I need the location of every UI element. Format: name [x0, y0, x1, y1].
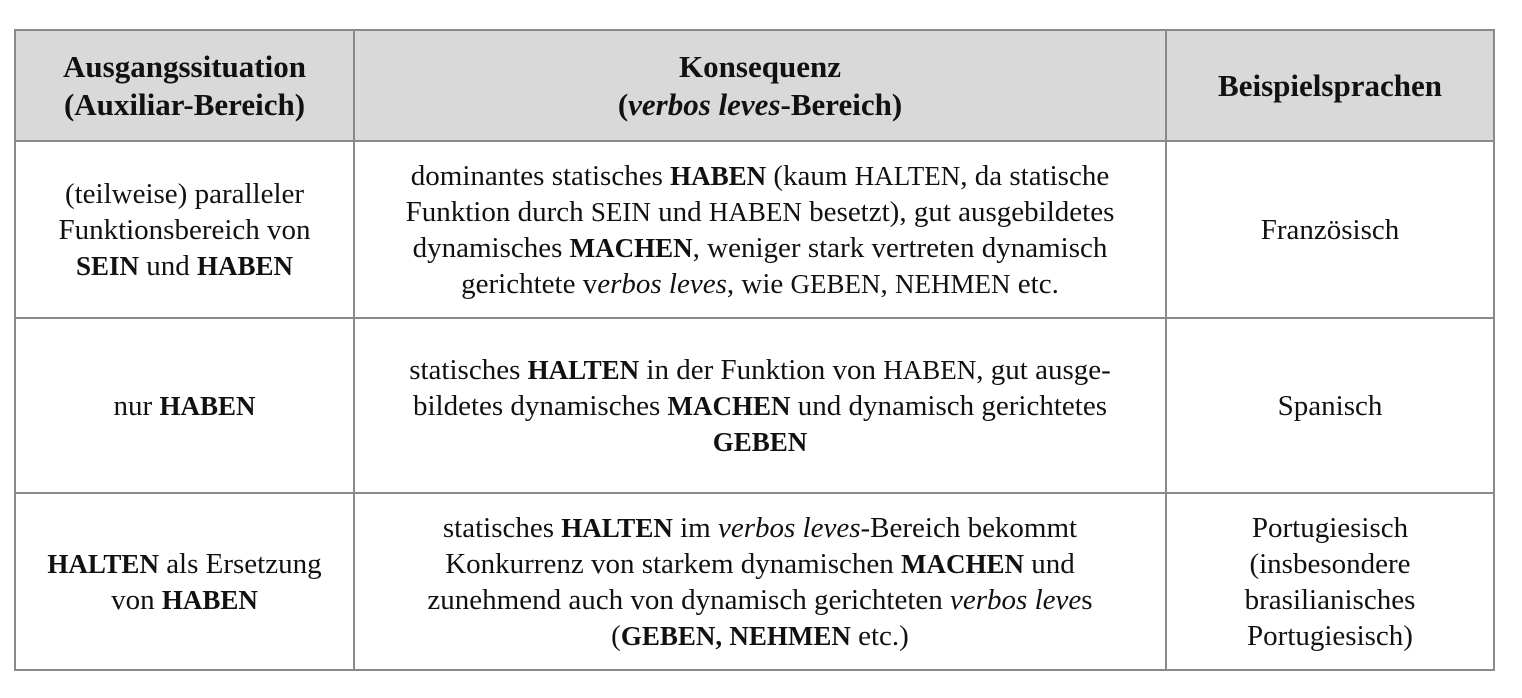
- header-beispielsprachen: Beispielsprachen: [1166, 30, 1494, 141]
- table-row: [15, 493, 1494, 670]
- cell-ausgangssituation: (teilweise) paralleler Funktionsbereich von SEIN und HABEN: [15, 141, 354, 318]
- cell-ausgangssituation: HALTEN als Ersetzung von HABEN: [15, 493, 354, 670]
- cell-beispielsprachen: Spanisch: [1166, 318, 1494, 493]
- comparison-table: [14, 29, 1495, 671]
- header-konsequenz: Konsequenz (verbos leves-Bereich): [354, 30, 1166, 141]
- table-row: [15, 141, 1494, 318]
- header-row: [15, 30, 1494, 141]
- cell-konsequenz: statisches HALTEN im verbos leves-Bereich bekommt Konkurrenz von starkem dynamischen MACHEN und zunehmend auch von dynamisch gerichteten verbos leves (GEBEN, NEHMEN etc.): [354, 493, 1166, 670]
- cell-ausgangssituation: nur HABEN: [15, 318, 354, 493]
- cell-konsequenz: statisches HALTEN in der Funktion von HABEN, gut ausge- bildetes dynamisches MACHEN und dynamisch gerichtetes GEBEN: [354, 318, 1166, 493]
- cell-konsequenz: dominantes statisches HABEN (kaum HALTEN, da statische Funktion durch SEIN und HABEN besetzt), gut ausgebildetes dynamisches MACHEN, weniger stark vertreten dynamisch gerichtete verbos leves, wie GEBEN, NEHMEN etc.: [354, 141, 1166, 318]
- cell-beispielsprachen: Portugiesisch (insbesondere brasilianisches Portugiesisch): [1166, 493, 1494, 670]
- header-ausgangssituation: Ausgangssituation (Auxiliar-Bereich): [15, 30, 354, 141]
- cell-beispielsprachen: Französisch: [1166, 141, 1494, 318]
- table-row: [15, 318, 1494, 493]
